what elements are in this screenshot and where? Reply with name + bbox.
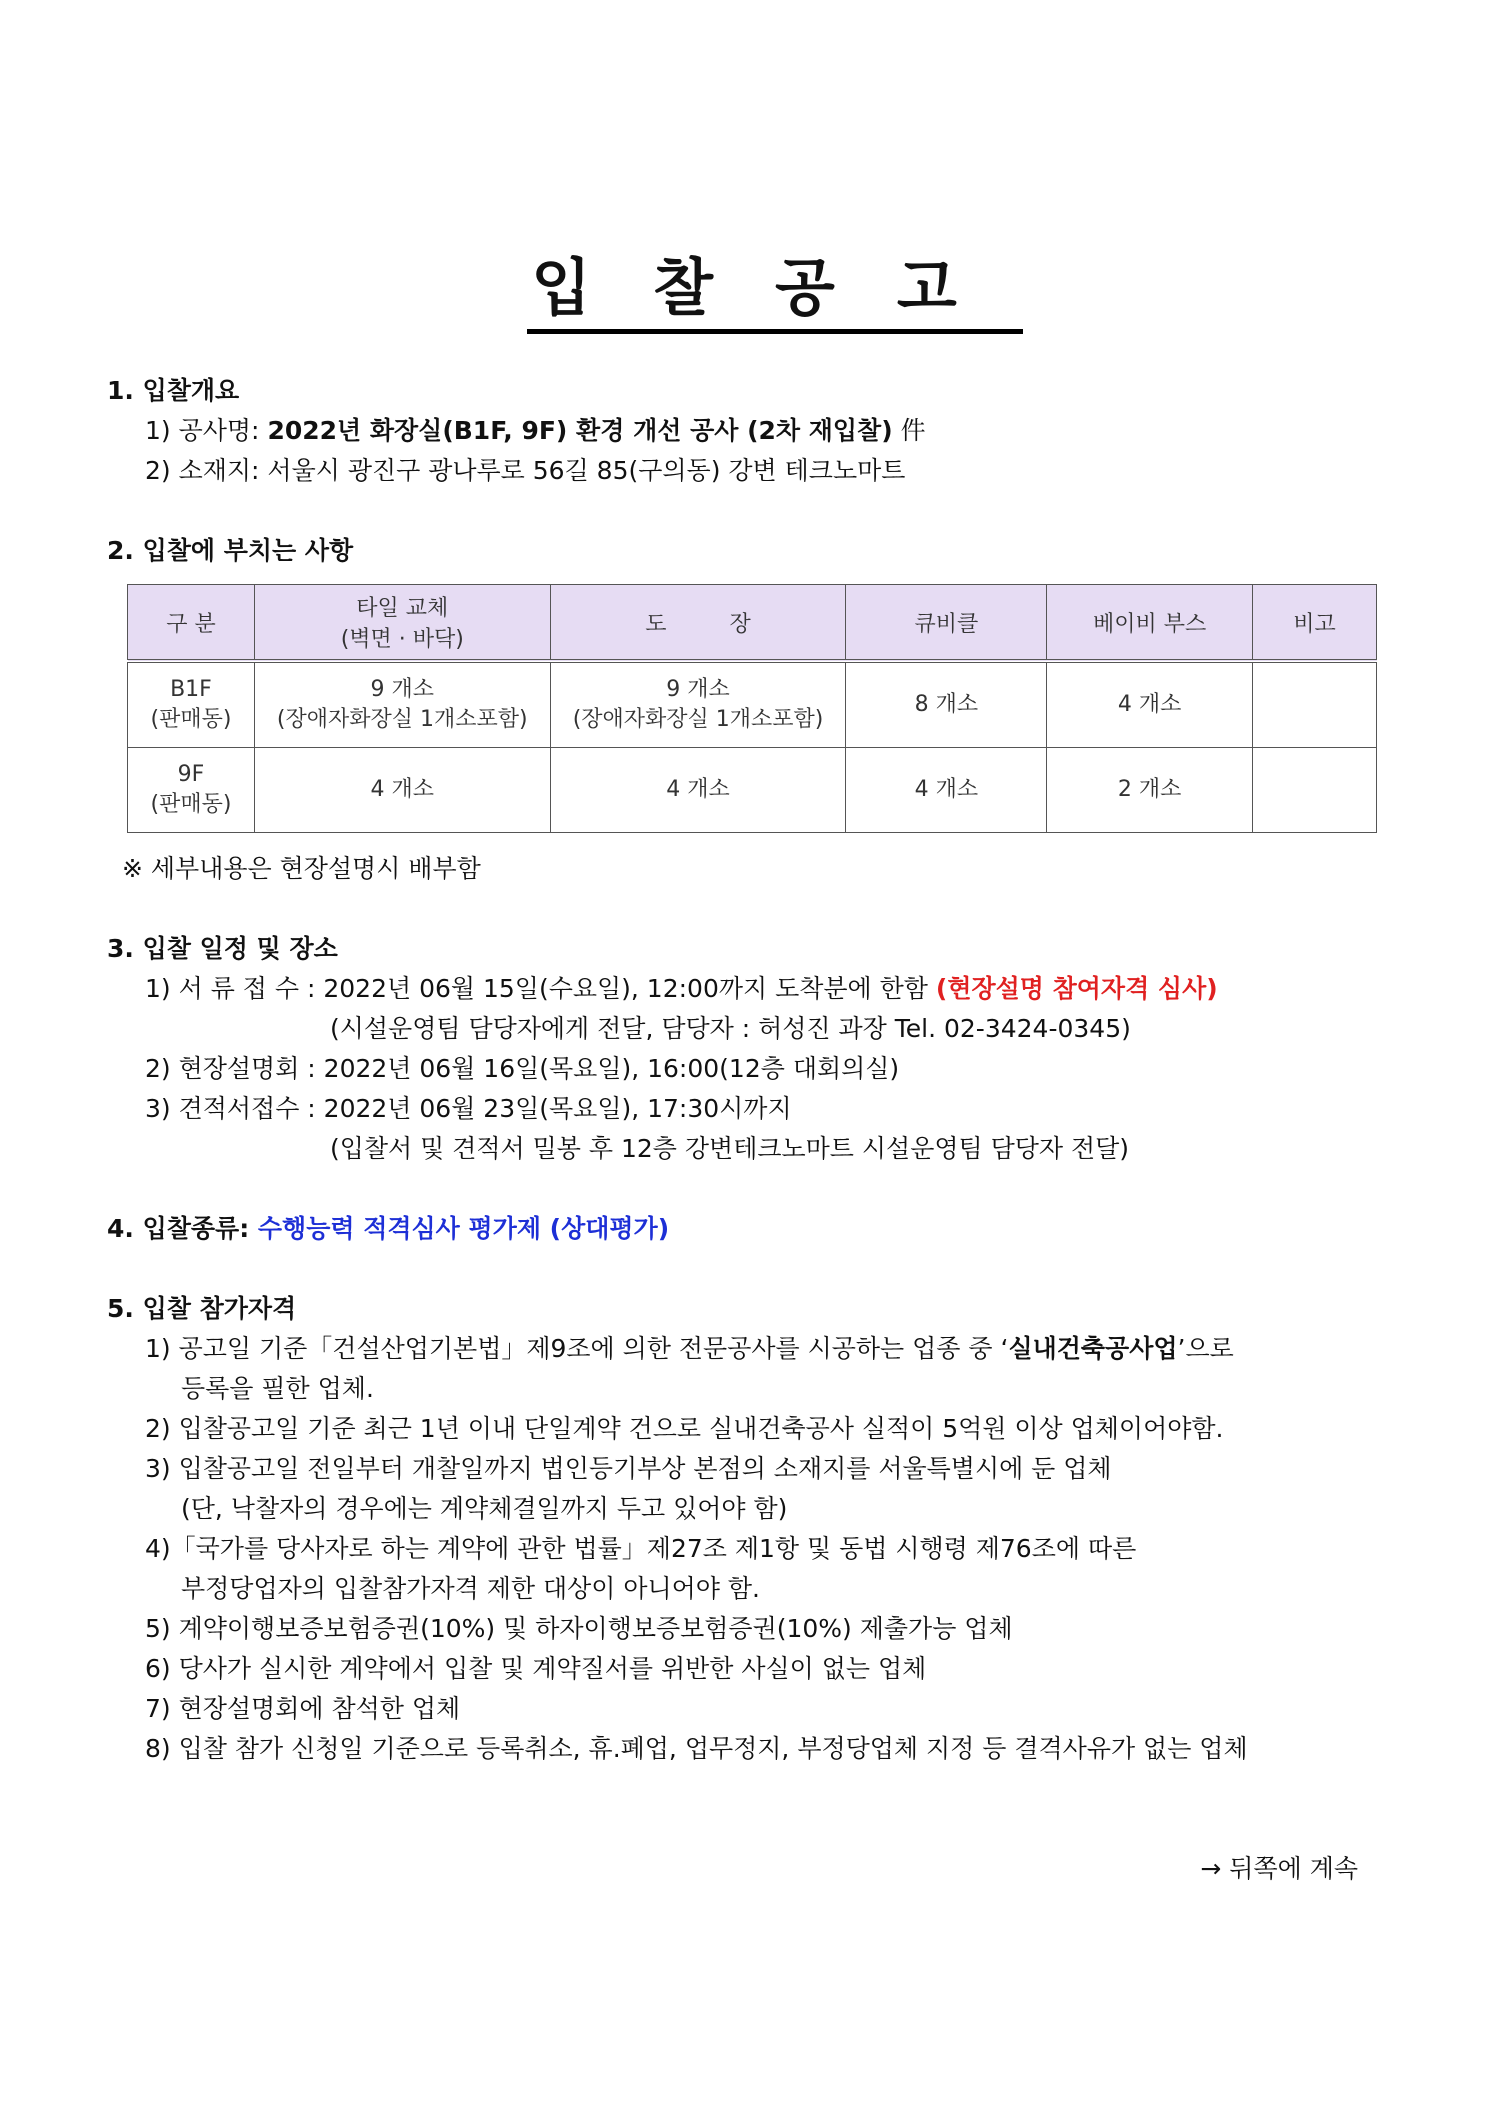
row-category <box>128 661 255 748</box>
row-painting: 4 개소 <box>550 748 846 833</box>
table-row <box>128 661 1377 748</box>
qualification-1-cont: 등록을 필한 업체. <box>181 1374 374 1403</box>
row-baby-booth: 4 개소 <box>1047 661 1253 748</box>
qualification-4-cont: 부정당업자의 입찰참가자격 제한 대상이 아니어야 함. <box>181 1574 760 1603</box>
estimate-submission-note: (입찰서 및 견적서 밀봉 후 12층 강변테크노마트 시설운영팀 담당자 전달) <box>330 1134 1130 1163</box>
section-4-heading: 4. 입찰종류: <box>107 1214 258 1243</box>
table-header-row <box>128 585 1377 662</box>
location-line: 2) 소재지: 서울시 광진구 광나루로 56길 85(구의동) 강변 테크노마트 <box>145 456 906 485</box>
header-remarks: 비고 <box>1253 585 1377 662</box>
project-name-suffix: 件 <box>892 416 926 445</box>
header-category: 구 분 <box>128 585 255 662</box>
row-building: (판매동) <box>150 707 232 732</box>
row-cubicle: 4 개소 <box>846 748 1047 833</box>
row-tile: 4 개소 <box>254 748 550 833</box>
qualification-1-text: 1) 공고일 기준「건설산업기본법」제9조에 의한 전문공사를 시공하는 업종 중 ‘ <box>145 1334 1009 1363</box>
document-submission-text: 1) 서 류 접 수 : 2022년 06월 15일(수요일), 12:00까지 도착분에 한함 <box>145 974 936 1003</box>
section-2-heading: 2. 입찰에 부치는 사항 <box>107 536 354 565</box>
qualification-5: 5) 계약이행보증보험증권(10%) 및 하자이행보증보험증권(10%) 제출가능 업체 <box>145 1614 1013 1643</box>
row-remarks <box>1253 748 1377 833</box>
qualification-4: 4)「국가를 당사자로 하는 계약에 관한 법률」제27조 제1항 및 동법 시행령 제76조에 따른 <box>145 1534 1137 1563</box>
estimate-submission-line: 3) 견적서접수 : 2022년 06월 23일(목요일), 17:30시까지 <box>145 1094 792 1123</box>
row-remarks <box>1253 661 1377 748</box>
qualification-1-suffix: ’으로 <box>1177 1334 1234 1363</box>
qualification-1 <box>145 1333 1234 1365</box>
painting-note: (장애자화장실 1개소포함) <box>572 707 824 732</box>
row-tile <box>254 661 550 748</box>
header-tile-line1: 타일 교체 <box>356 596 449 621</box>
row-cubicle: 8 개소 <box>846 661 1047 748</box>
row-floor: B1F <box>170 677 212 702</box>
header-tile <box>254 585 550 662</box>
header-cubicle: 큐비클 <box>846 585 1047 662</box>
qualification-3-cont: (단, 낙찰자의 경우에는 계약체결일까지 두고 있어야 함) <box>181 1494 788 1523</box>
contact-line: (시설운영팀 담당자에게 전달, 담당자 : 허성진 과장 Tel. 02-3424-0345) <box>330 1014 1131 1043</box>
table-note: ※ 세부내용은 현장설명시 배부함 <box>122 854 481 883</box>
qualification-6: 6) 당사가 실시한 계약에서 입찰 및 계약질서를 위반한 사실이 없는 업체 <box>145 1654 927 1683</box>
row-floor: 9F <box>177 762 205 787</box>
site-briefing-line: 2) 현장설명회 : 2022년 06월 16일(목요일), 16:00(12층 대회의실) <box>145 1054 900 1083</box>
header-painting <box>550 585 846 662</box>
document-submission-line <box>145 973 1218 1005</box>
tile-count: 9 개소 <box>370 677 435 702</box>
row-building: (판매동) <box>150 792 232 817</box>
bid-type-value: 수행능력 적격심사 평가제 (상대평가) <box>257 1214 670 1243</box>
bid-items-table <box>127 584 1377 833</box>
project-name-label: 1) 공사명: <box>145 416 268 445</box>
continued-note: → 뒤쪽에 계속 <box>1200 1854 1358 1883</box>
row-baby-booth: 2 개소 <box>1047 748 1253 833</box>
project-name-line <box>145 415 926 447</box>
qualification-7: 7) 현장설명회에 참석한 업체 <box>145 1694 461 1723</box>
row-painting <box>550 661 846 748</box>
table-row <box>128 748 1377 833</box>
project-name-value: 2022년 화장실(B1F, 9F) 환경 개선 공사 (2차 재입찰) <box>267 416 893 445</box>
qualification-3: 3) 입찰공고일 전일부터 개찰일까지 법인등기부상 본점의 소재지를 서울특별시에 둔 업체 <box>145 1454 1112 1483</box>
page-title: 입찰공고 <box>0 238 1488 334</box>
section-1-heading: 1. 입찰개요 <box>107 376 240 405</box>
header-tile-line2: (벽면 · 바닥) <box>340 627 464 652</box>
qualification-8: 8) 입찰 참가 신청일 기준으로 등록취소, 휴.폐업, 업무정지, 부정당업체 지정 등 결격사유가 없는 업체 <box>145 1734 1248 1763</box>
section-5-heading: 5. 입찰 참가자격 <box>107 1294 297 1323</box>
qualification-1-bold: 실내건축공사업 <box>1008 1334 1178 1363</box>
painting-count: 9 개소 <box>666 677 730 702</box>
qualification-2: 2) 입찰공고일 기준 최근 1년 이내 단일계약 건으로 실내건축공사 실적이 5억원 이상 업체이어야함. <box>145 1414 1224 1443</box>
tile-note: (장애자화장실 1개소포함) <box>276 707 528 732</box>
row-category <box>128 748 255 833</box>
section-3-heading: 3. 입찰 일정 및 장소 <box>107 934 338 963</box>
header-painting-label: 도 장 <box>645 611 751 637</box>
header-baby-booth: 베이비 부스 <box>1047 585 1253 662</box>
qualification-review-note: (현장설명 참여자격 심사) <box>935 974 1218 1003</box>
section-4-line <box>107 1213 669 1245</box>
